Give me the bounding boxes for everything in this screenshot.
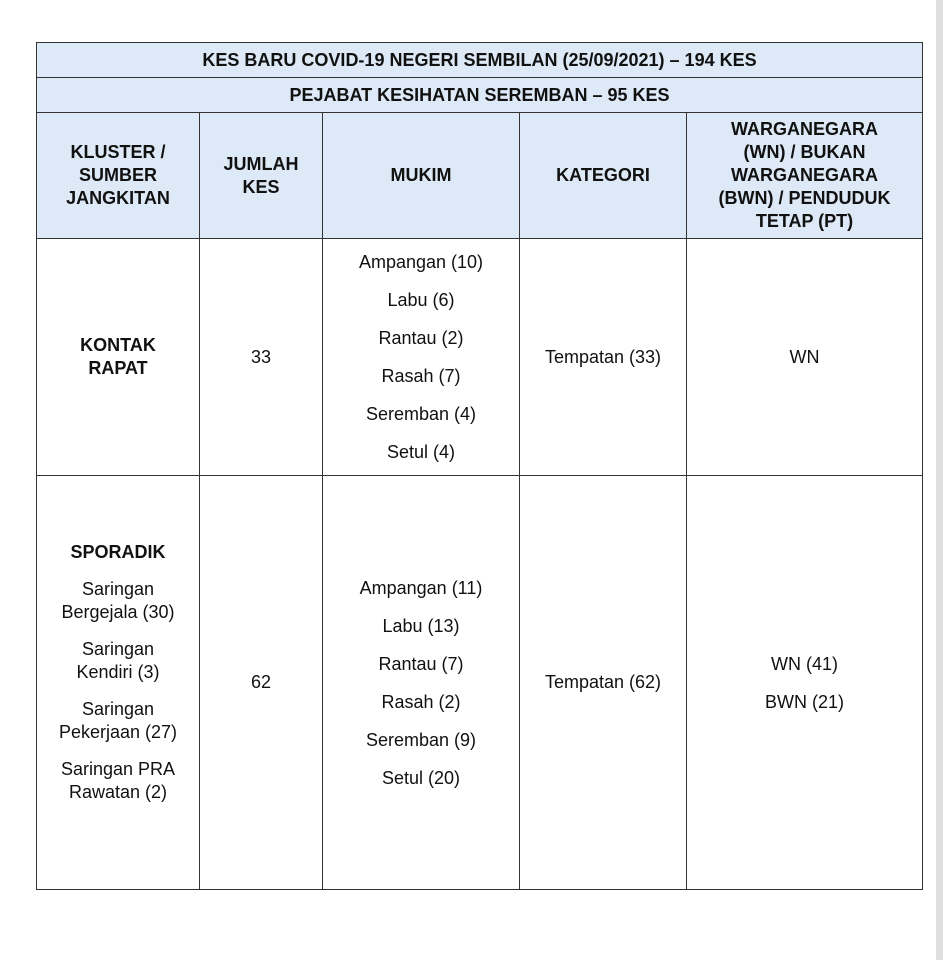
subtitle-row xyxy=(37,78,923,113)
jumlah-cell: 62 xyxy=(200,476,323,890)
header-kategori: KATEGORI xyxy=(520,113,687,239)
table-row xyxy=(37,476,923,890)
header-kluster-line: SUMBER xyxy=(78,165,157,185)
header-wn-line: TETAP (PT) xyxy=(755,211,854,231)
saringan-line: Rawatan (2) xyxy=(68,782,168,802)
kluster-name: SPORADIK xyxy=(70,542,166,562)
header-wn-line: (BWN) / PENDUDUK xyxy=(718,188,891,208)
header-mukim: MUKIM xyxy=(323,113,520,239)
kluster-cell xyxy=(37,239,200,476)
table-title: KES BARU COVID-19 NEGERI SEMBILAN (25/09/2021) – 194 KES xyxy=(37,43,923,78)
kategori-cell: Tempatan (33) xyxy=(520,239,687,476)
saringan-line: Saringan xyxy=(81,699,155,719)
header-wn-line: WARGANEGARA xyxy=(731,119,879,139)
kategori-cell: Tempatan (62) xyxy=(520,476,687,890)
jumlah-cell: 33 xyxy=(200,239,323,476)
covid-cases-table xyxy=(36,42,923,890)
saringan-line: Bergejala (30) xyxy=(61,602,175,622)
table-subtitle: PEJABAT KESIHATAN SEREMBAN – 95 KES xyxy=(37,78,923,113)
header-jumlah xyxy=(200,113,323,239)
kluster-name: KONTAK xyxy=(80,335,156,355)
mukim-item: Rasah (2) xyxy=(381,691,461,712)
page-edge-shadow xyxy=(936,0,943,960)
header-kluster xyxy=(37,113,200,239)
mukim-item: Ampangan (10) xyxy=(358,252,484,272)
mukim-item: Seremban (4) xyxy=(365,404,477,424)
mukim-item: Rantau (2) xyxy=(378,328,464,348)
table-row xyxy=(37,239,923,476)
header-jumlah-line: KES xyxy=(242,176,280,197)
header-warganegara xyxy=(687,113,923,239)
saringan-item xyxy=(37,638,199,684)
saringan-line: Saringan xyxy=(81,579,155,599)
header-kluster-line: JANGKITAN xyxy=(66,188,170,208)
saringan-line: Kendiri (3) xyxy=(76,662,160,682)
saringan-item xyxy=(37,758,199,804)
mukim-cell xyxy=(323,476,520,890)
header-wn-line: WARGANEGARA xyxy=(731,165,879,185)
kluster-name: RAPAT xyxy=(88,358,148,378)
mukim-item: Seremban (9) xyxy=(365,729,477,750)
mukim-item: Rasah (7) xyxy=(381,366,461,386)
saringan-line: Pekerjaan (27) xyxy=(58,722,178,742)
header-kluster-line: KLUSTER / xyxy=(70,142,166,162)
mukim-item: Setul (4) xyxy=(386,442,456,462)
title-row xyxy=(37,43,923,78)
header-row xyxy=(37,113,923,239)
mukim-item: Labu (6) xyxy=(387,290,455,310)
warganegara-cell xyxy=(687,476,923,890)
header-jumlah-line: JUMLAH xyxy=(223,153,299,174)
mukim-item: Setul (20) xyxy=(381,767,461,788)
saringan-line: Saringan PRA xyxy=(60,759,176,779)
mukim-item: Labu (13) xyxy=(382,615,460,636)
mukim-item: Rantau (7) xyxy=(378,653,464,674)
mukim-item: Ampangan (11) xyxy=(359,577,483,598)
saringan-item xyxy=(37,698,199,744)
warganegara-item: BWN (21) xyxy=(765,691,845,712)
saringan-line: Saringan xyxy=(81,639,155,659)
header-wn-line: (WN) / BUKAN xyxy=(743,142,866,162)
warganegara-item: WN (41) xyxy=(771,653,839,674)
kluster-cell xyxy=(37,476,200,890)
mukim-cell xyxy=(323,239,520,476)
warganegara-cell xyxy=(687,239,923,476)
saringan-item xyxy=(37,578,199,624)
warganegara-item: WN xyxy=(789,347,820,367)
